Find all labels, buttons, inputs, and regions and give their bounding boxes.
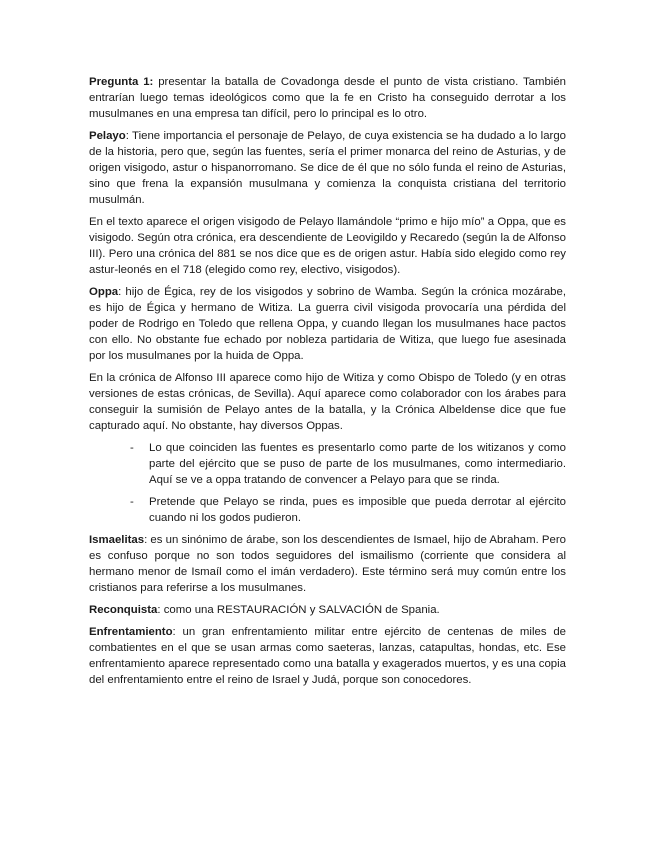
term-pregunta: Pregunta 1: [89,76,154,88]
term-reconquista: Reconquista [89,604,158,616]
text-alfonso: En la crónica de Alfonso III aparece como hijo de Witiza y como Obispo de Toledo (y en otras versiones de estas crónicas, de Sevilla). Aquí aparece como colaborador con los árabes para conseguir la sumisión de Pelayo antes de la batalla, y la Crónica Albeldense dice que fue capturado aquí. No obstante, hay diversos Oppas. [89,372,566,432]
paragraph-pregunta [89,74,566,122]
list-item [89,440,566,488]
term-pelayo: Pelayo [89,130,126,142]
text-oppa: : hijo de Égica, rey de los visigodos y sobrino de Wamba. Según la crónica mozárabe, es hijo de Égica y hermano de Witiza. La guerra civil visigoda provocaría una pérdida del poder de Rodrigo en Toledo que rellena Oppa, y cuando llegan los musulmanes hace pactos con ello. No obstante fue echado por nobleza partidaria de Witiza, que luego fue asesinada por los musulmanes por la huida de Oppa. [89,286,566,362]
paragraph-oppa [89,284,566,364]
text-ismaelitas: : es un sinónimo de árabe, son los descendientes de Ismael, hijo de Abraham. Pero es confuso porque no son todos seguidores del ismailismo (corriente que considera al hermano menor de Ismaíl como el imán verdadero). Este término será muy común entre los cristianos para referirse a los musulmanes. [89,534,566,594]
bullet-text: Lo que coinciden las fuentes es presentarlo como parte de los witizanos y como parte del ejército que se puso de parte de los musulmanes, como intermediario. Aquí se ve a oppa tratando de convencer a Pelayo para que se rinda. [149,442,566,486]
text-pelayo: : Tiene importancia el personaje de Pelayo, de cuya existencia se ha dudado a lo largo de la historia, pero que, según las fuentes, sería el primer monarca del reino de Asturias, y de origen visigodo, astur o hispanorromano. Se dice de él que no sólo funda el reino de Asturias, sino que frena la expansión musulmana y comienza la conquista cristiana del territorio musulmán. [89,130,566,206]
paragraph-pelayo [89,128,566,208]
paragraph-alfonso [89,370,566,434]
paragraph-pelayo-origen [89,214,566,278]
term-oppa: Oppa [89,286,119,298]
document-page [89,74,566,694]
dash-marker: - [130,496,134,508]
term-ismaelitas: Ismaelitas [89,534,145,546]
dash-marker: - [130,442,134,454]
paragraph-ismaelitas [89,532,566,596]
list-item [89,494,566,526]
paragraph-enfrentamiento [89,624,566,688]
text-enfrentamiento: : un gran enfrentamiento militar entre ejército de centenas de miles de combatientes en el que se usan armas como saeteras, lanzas, catapultas, hondas, etc. Ese enfrentamiento aparece representado como una batalla y exagerados muertos, y es una copia del enfrentamiento entre el reino de Israel y Judá, porque son conocedores. [89,626,566,686]
bullet-text: Pretende que Pelayo se rinda, pues es imposible que pueda derrotar al ejército cuando ni los godos pudieron. [149,496,566,524]
text-pregunta: presentar la batalla de Covadonga desde el punto de vista cristiano. También entrarían luego temas ideológicos como que la fe en Cristo ha conseguido derrotar a los musulmanes en una empresa tan difícil, pero lo principal es lo otro. [89,76,566,120]
text-reconquista: : como una RESTAURACIÓN y SALVACIÓN de Spania. [157,604,440,616]
bullet-list [89,440,566,526]
term-enfrentamiento: Enfrentamiento [89,626,173,638]
text-pelayo-origen: En el texto aparece el origen visigodo de Pelayo llamándole “primo e hijo mío” a Oppa, que es visigodo. Según otra crónica, era descendiente de Leovigildo y Recaredo (según la de Alfonso III). Pero una crónica del 881 se nos dice que es de origen astur. Había sido elegido como rey astur-leonés en el 718 (elegido como rey, electivo, visigodos). [89,216,566,276]
paragraph-reconquista [89,602,566,618]
